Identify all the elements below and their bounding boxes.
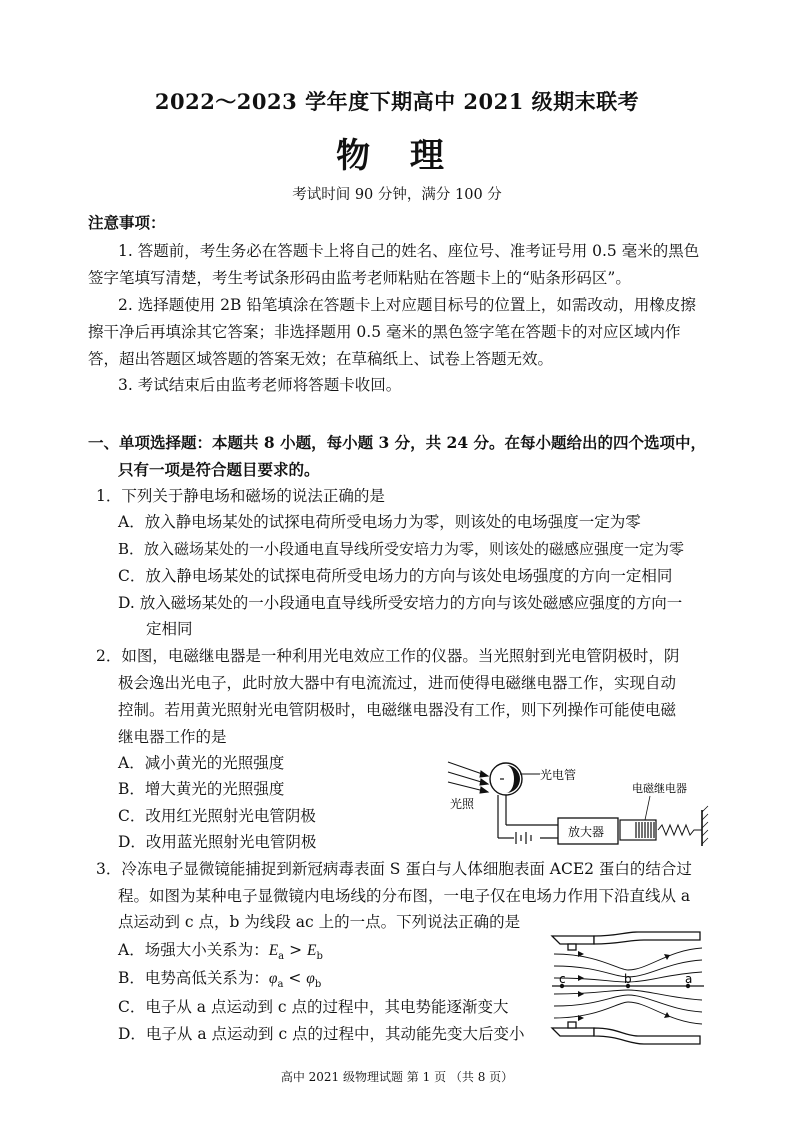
question-2-stem: 继电器工作的是 xyxy=(118,728,227,746)
question-2-option-a: A．减小黄光的光照强度 xyxy=(118,754,285,772)
label-light: 光照 xyxy=(450,797,475,811)
question-3-option-b: B．电势高低关系为：$\varphi_a < \varphi_b$ xyxy=(118,969,322,991)
exam-title: 2022～2023 学年度下期高中 2021 级期末联考 xyxy=(154,89,640,114)
photocell-relay-figure xyxy=(440,750,720,850)
label-relay: 电磁继电器 xyxy=(632,782,687,795)
notes-line: 3. 考试结束后由监考老师将答题卡收回。 xyxy=(118,376,402,394)
question-2-option-b: B．增大黄光的光照强度 xyxy=(118,780,285,798)
question-3-option-c: C．电子从 a 点运动到 c 点的过程中，其电势能逐渐变大 xyxy=(118,998,509,1016)
subject-title: 物 理 xyxy=(336,136,458,176)
exam-info: 考试时间 90 分钟，满分 100 分 xyxy=(292,187,502,203)
notes-title: 注意事项： xyxy=(88,213,166,232)
label-amplifier: 放大器 xyxy=(568,825,605,839)
question-3-option-a: A．场强大小关系为：$E_a > E_b$ xyxy=(118,941,323,963)
question-3-option-d: D．电子从 a 点运动到 c 点的过程中，其动能先变大后变小 xyxy=(118,1025,525,1043)
question-1-option-a: A．放入静电场某处的试探电荷所受电场力为零，则该处的电场强度一定为零 xyxy=(118,513,641,531)
question-2-option-d: D．改用蓝光照射光电管阴极 xyxy=(118,833,317,851)
notes-line: 答，超出答题区域答题的答案无效；在草稿纸上、试卷上答题无效。 xyxy=(88,350,554,368)
section-heading: 一、单项选择题：本题共 8 小题，每小题 3 分，共 24 分。在每小题给出的四个选项中， xyxy=(88,433,707,452)
page-footer: 高中 2021 级物理试题 第 1 页 （共 8 页） xyxy=(280,1070,514,1084)
notes-line: 1. 答题前，考生务必在答题卡上将自己的姓名、座位号、准考证号用 0.5 毫米的黑色 xyxy=(118,242,700,260)
electric-field-figure xyxy=(548,930,708,1046)
question-2-stem: 控制。若用黄光照射光电管阴极时，电磁继电器没有工作，则下列操作可能使电磁 xyxy=(118,701,677,719)
question-1-option-b: B．放入磁场某处的一小段通电直导线所受安培力为零，则该处的磁感应强度一定为零 xyxy=(118,540,685,558)
point-c-label: c xyxy=(559,972,566,986)
question-1-option-d: D. 放入磁场某处的一小段通电直导线所受安培力的方向与该处磁感应强度的方向一 xyxy=(118,594,683,612)
question-1-option-d-cont: 定相同 xyxy=(146,620,193,638)
point-b-label: b xyxy=(624,972,632,986)
question-2-stem: 2．如图，电磁继电器是一种利用光电效应工作的仪器。当光照射到光电管阴极时，阴 xyxy=(96,647,680,665)
notes-line: 签字笔填写清楚，考生考试条形码由监考老师粘贴在答题卡上的“贴条形码区”。 xyxy=(88,269,631,287)
question-3-stem: 程。如图为某种电子显微镜内电场线的分布图，一电子仅在电场力作用下沿直线从 a xyxy=(118,887,691,905)
question-1-option-c: C．放入静电场某处的试探电荷所受电场力的方向与该处电场强度的方向一定相同 xyxy=(118,567,673,585)
question-3-stem: 3．冷冻电子显微镜能捕捉到新冠病毒表面 S 蛋白与人体细胞表面 ACE2 蛋白的结合过 xyxy=(96,860,692,878)
notes-line: 2. 选择题使用 2B 铅笔填涂在答题卡上对应题目标号的位置上，如需改动，用橡皮擦 xyxy=(118,296,696,314)
section-heading: 只有一项是符合题目要求的。 xyxy=(118,460,320,479)
question-1-stem: 1．下列关于静电场和磁场的说法正确的是 xyxy=(96,487,385,505)
question-3-stem: 点运动到 c 点，b 为线段 ac 上的一点。下列说法正确的是 xyxy=(118,913,521,931)
notes-line: 擦干净后再填涂其它答案；非选择题用 0.5 毫米的黑色签字笔在答题卡的对应区域内作 xyxy=(88,323,681,341)
question-2-stem: 极会逸出光电子，此时放大器中有电流流过，进而使得电磁继电器工作，实现自动 xyxy=(118,674,677,692)
label-photocell: 光电管 xyxy=(540,768,577,782)
question-2-option-c: C．改用红光照射光电管阴极 xyxy=(118,807,316,825)
point-a-label: a xyxy=(685,972,693,986)
